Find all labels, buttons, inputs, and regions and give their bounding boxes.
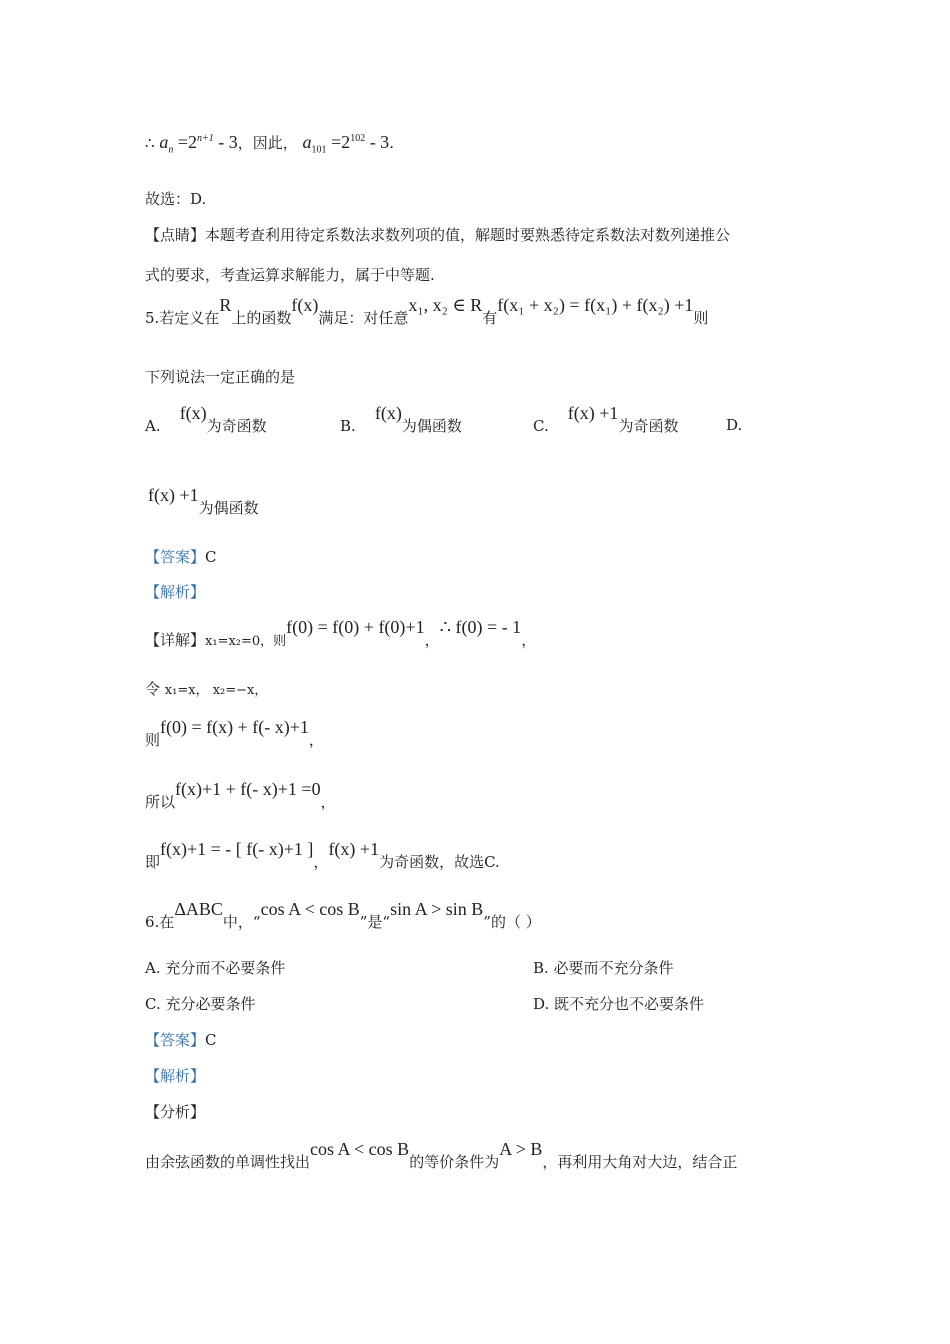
q6-option-a[interactable]: A. 充分而不必要条件 [145, 959, 286, 977]
sequence-result-line: ∴ $a_n =2^{n+1} - 3$，因此， $a_{101} =2^{102} - 3$. [145, 132, 394, 156]
q5-detail-line: 【详解】x₁=x₂=0，则f(0) = f(0) + f(0)+1，∴ f(0) = - 1， [145, 617, 537, 649]
q5-option-d-body: f(x) +1为偶函数 [148, 485, 259, 517]
q5-analysis-tag: 【解析】 [145, 583, 206, 601]
choose-d-text: 故选：D. [145, 190, 207, 208]
q5-option-b[interactable]: B. f(x)为偶函数 [340, 403, 462, 435]
q5-so-line: 所以f(x)+1 + f(- x)+1 =0， [145, 779, 336, 811]
q6-option-c[interactable]: C. 充分必要条件 [145, 995, 256, 1013]
q6-fenxi-tag: 【分析】 [145, 1103, 206, 1121]
comment-line-1: 【点睛】本题考查利用待定系数法求数列项的值，解题时要熟悉待定系数法对数列递推公 [145, 226, 731, 244]
q6-last-line: 由余弦函数的单调性找出cos A < cos B的等价条件为A > B，再利用大角对大边，结合正 [145, 1139, 738, 1171]
question-6-stem: 6.在ΔABC中，“cos A < cos B”是“sin A > sin B”的（ ） [145, 899, 541, 931]
q6-analysis-tag: 【解析】 [145, 1067, 206, 1085]
question-5-stem-2: 下列说法一定正确的是 [145, 368, 296, 386]
q5-option-d[interactable]: D. [726, 416, 743, 434]
q5-answer: 【答案】C [145, 548, 217, 566]
q6-option-d[interactable]: D. 既不充分也不必要条件 [533, 995, 705, 1013]
comment-line-2: 式的要求，考查运算求解能力，属于中等题. [145, 266, 435, 284]
q6-option-b[interactable]: B. 必要而不充分条件 [533, 959, 674, 977]
comment-tag: 【点睛】 [145, 226, 206, 244]
q6-answer: 【答案】C [145, 1031, 217, 1049]
therefore-symbol: ∴ [145, 134, 155, 152]
q5-option-a[interactable]: A. f(x)为奇函数 [145, 403, 267, 435]
q5-option-c[interactable]: C. f(x) +1为奇函数 [533, 403, 679, 435]
q5-ie-line: 即f(x)+1 = - [ f(- x)+1 ]，f(x) +1为奇函数，故选C. [145, 839, 500, 871]
q5-let-line: 令 x₁=x， x₂=−x， [145, 680, 268, 698]
question-5-stem: 5.若定义在R上的函数f(x)满足：对任意x₁, x₂ ∈ R有f(x₁ + x₂) = f(x₁) + f(x₂) +1则 [145, 295, 709, 327]
q5-then-line: 则f(0) = f(x) + f(- x)+1， [145, 717, 324, 749]
